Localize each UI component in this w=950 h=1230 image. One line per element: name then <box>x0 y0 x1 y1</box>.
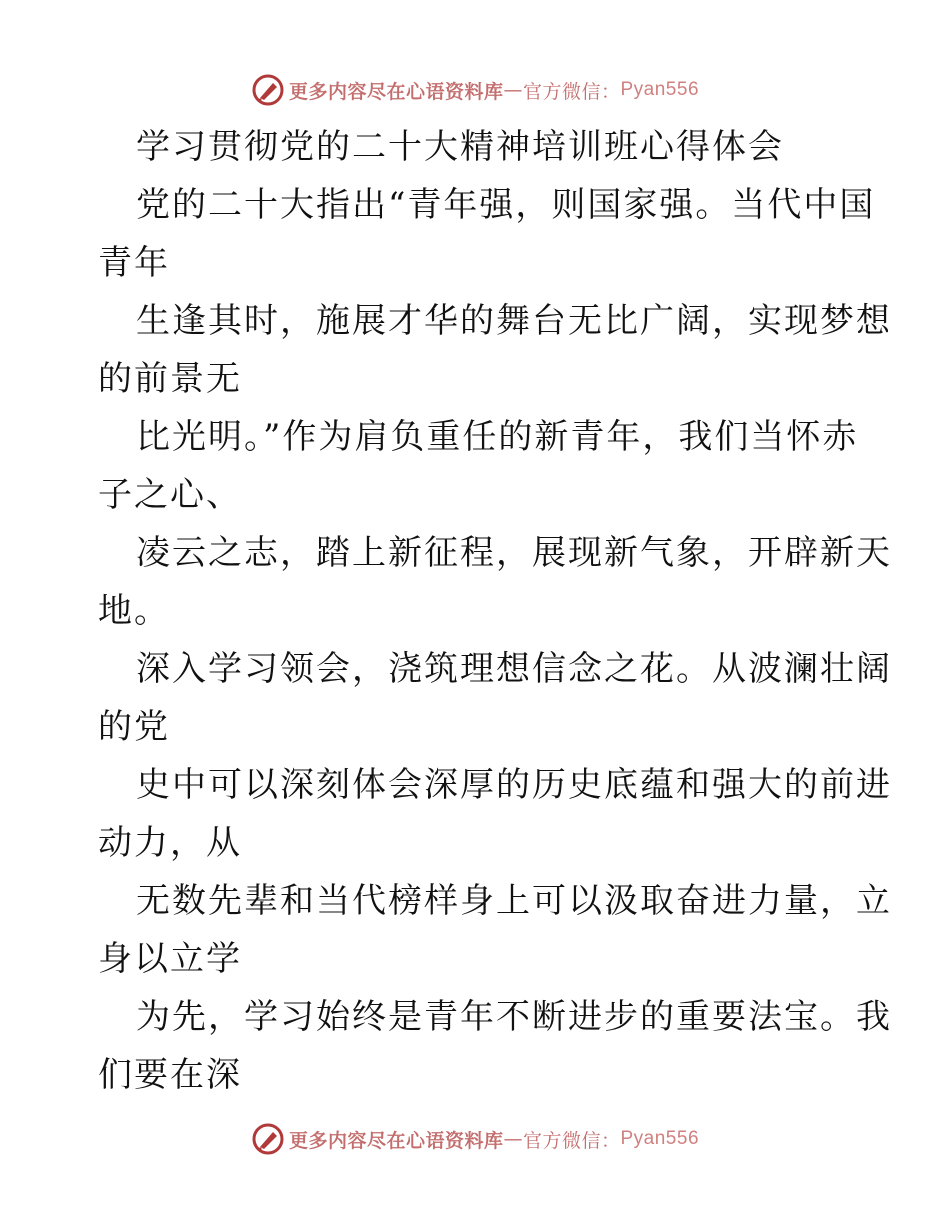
document-title: 学习贯彻党的二十大精神培训班心得体会 <box>136 127 784 167</box>
pen-logo-icon <box>251 1122 285 1156</box>
text-line: 的前景无 <box>98 359 242 399</box>
text-line: 身以立学 <box>98 939 242 979</box>
text-line: 无数先辈和当代榜样身上可以汲取奋进力量，立 <box>136 881 892 921</box>
banner-label: 官方微信： <box>522 1129 621 1152</box>
text-line: 子之心、 <box>98 475 242 515</box>
text-line: 为先，学习始终是青年不断进步的重要法宝。我 <box>136 997 892 1037</box>
pen-logo-icon <box>251 73 285 107</box>
banner-wechat-id: Pyan556 <box>620 1128 700 1149</box>
text-line: 史中可以深刻体会深厚的历史底蕴和强大的前进 <box>136 765 892 805</box>
text-line: 们要在深 <box>98 1055 242 1095</box>
banner-text: 更多内容尽在心语资料库 <box>288 1129 504 1152</box>
banner-dash: — <box>503 1128 523 1150</box>
text-line: 党的二十大指出“青年强，则国家强。当代中国 <box>136 185 876 225</box>
header-banner <box>0 70 950 110</box>
banner-text: 更多内容尽在心语资料库 <box>288 80 504 103</box>
banner-wechat-id: Pyan556 <box>620 79 700 100</box>
banner-label: 官方微信： <box>522 80 621 103</box>
text-line: 比光明。”作为肩负重任的新青年，我们当怀赤 <box>136 417 859 457</box>
text-line: 青年 <box>98 243 170 283</box>
text-line: 的党 <box>98 707 170 747</box>
document-body <box>98 118 892 1104</box>
text-line: 凌云之志，踏上新征程，展现新气象，开辟新天 <box>136 533 892 573</box>
text-line: 地。 <box>98 591 170 631</box>
footer-banner <box>0 1119 950 1159</box>
text-line: 深入学习领会，浇筑理想信念之花。从波澜壮阔 <box>136 649 892 689</box>
text-line: 动力，从 <box>98 823 242 863</box>
banner-dash: — <box>503 79 523 101</box>
text-line: 生逢其时，施展才华的舞台无比广阔，实现梦想 <box>136 301 892 341</box>
